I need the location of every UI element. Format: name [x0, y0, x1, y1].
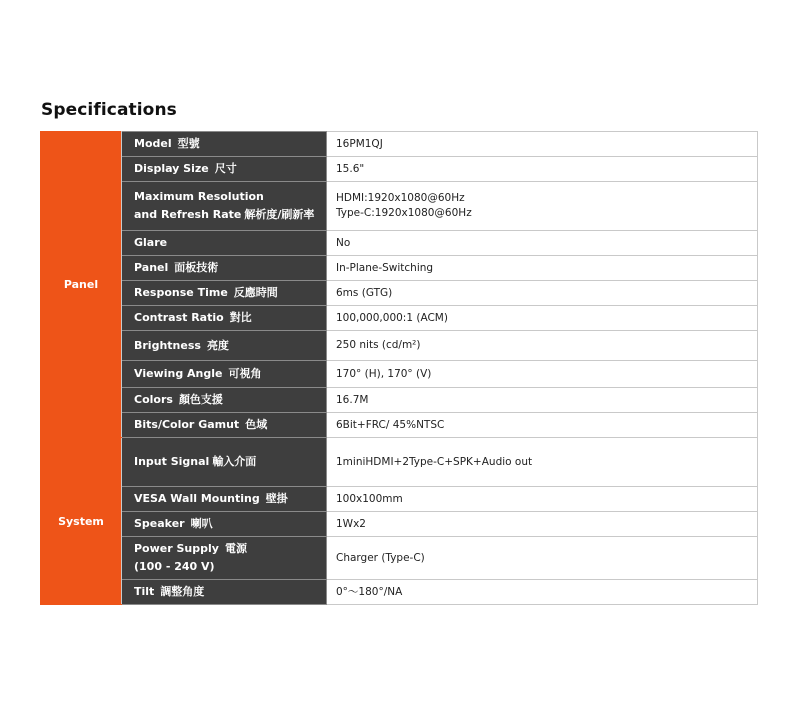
spec-row-viewing-angle — [41, 361, 758, 388]
spec-row-colors — [41, 388, 758, 413]
spec-label: Display Size 尺寸 — [122, 157, 327, 182]
spec-row-power-supply — [41, 537, 758, 580]
spec-value: 100x100mm — [327, 487, 758, 512]
spec-label: Colors 顏色支援 — [122, 388, 327, 413]
spec-row-contrast-ratio — [41, 306, 758, 331]
spec-row-tilt — [41, 580, 758, 605]
spec-label: Brightness 亮度 — [122, 331, 327, 361]
spec-label: Viewing Angle 可視角 — [122, 361, 327, 388]
group-system — [41, 438, 122, 605]
spec-row-vesa — [41, 487, 758, 512]
spec-row-display-size — [41, 157, 758, 182]
group-panel-label: Panel — [63, 278, 99, 291]
spec-label: Power Supply 電源 (100 - 240 V) — [122, 537, 327, 580]
group-panel — [41, 132, 122, 438]
spec-value: HDMI:1920x1080@60Hz Type-C:1920x1080@60Hz — [327, 182, 758, 231]
spec-value: 250 nits (cd/m²) — [327, 331, 758, 361]
spec-value: Charger (Type-C) — [327, 537, 758, 580]
spec-label: VESA Wall Mounting 壁掛 — [122, 487, 327, 512]
spec-label: Maximum Resolution and Refresh Rate 解析度/刷新率 — [122, 182, 327, 231]
spec-row-glare — [41, 231, 758, 256]
spec-value: 16.7M — [327, 388, 758, 413]
spec-row-resolution — [41, 182, 758, 231]
spec-value: 6ms (GTG) — [327, 281, 758, 306]
spec-row-input-signal — [41, 438, 758, 487]
spec-value: In-Plane-Switching — [327, 256, 758, 281]
page-title: Specifications — [41, 100, 177, 120]
spec-value: 100,000,000:1 (ACM) — [327, 306, 758, 331]
spec-row-brightness — [41, 331, 758, 361]
spec-value: 16PM1QJ — [327, 132, 758, 157]
group-system-label: System — [58, 514, 104, 528]
spec-row-panel — [41, 256, 758, 281]
spec-row-bits-color-gamut — [41, 413, 758, 438]
spec-label: Bits/Color Gamut 色域 — [122, 413, 327, 438]
spec-label: Panel 面板技術 — [122, 256, 327, 281]
spec-label: Input Signal 輸入介面 — [122, 438, 327, 487]
spec-row-speaker — [41, 512, 758, 537]
spec-label: Speaker 喇叭 — [122, 512, 327, 537]
spec-row-model — [41, 132, 758, 157]
spec-value: 0°～180°/NA — [327, 580, 758, 605]
spec-label: Tilt 調整角度 — [122, 580, 327, 605]
spec-label: Glare — [122, 231, 327, 256]
spec-label: Contrast Ratio 對比 — [122, 306, 327, 331]
spec-label: Model 型號 — [122, 132, 327, 157]
specifications-table — [40, 131, 758, 605]
spec-value: 15.6" — [327, 157, 758, 182]
spec-value: 1miniHDMI+2Type-C+SPK+Audio out — [327, 438, 758, 487]
spec-value: 6Bit+FRC/ 45%NTSC — [327, 413, 758, 438]
spec-label: Response Time 反應時間 — [122, 281, 327, 306]
spec-value: 1Wx2 — [327, 512, 758, 537]
spec-value: No — [327, 231, 758, 256]
spec-row-response-time — [41, 281, 758, 306]
spec-value: 170° (H), 170° (V) — [327, 361, 758, 388]
